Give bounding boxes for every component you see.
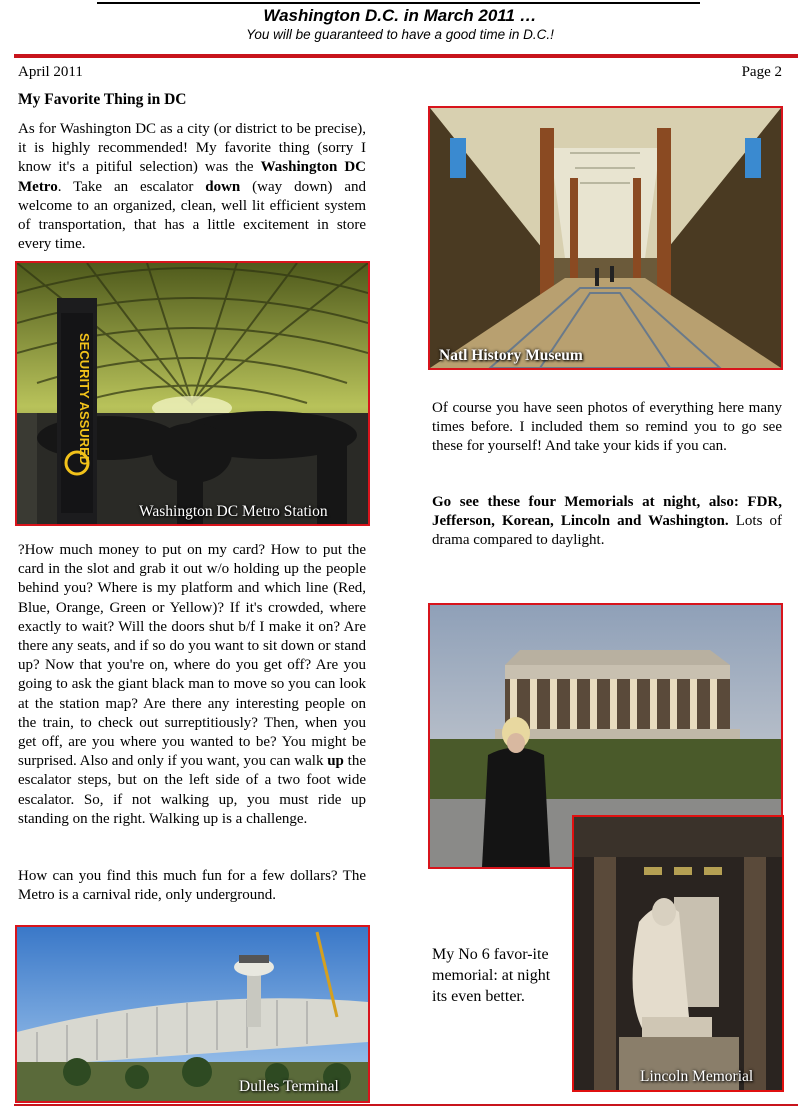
- header-red-rule: [14, 54, 798, 58]
- section-title: My Favorite Thing in DC: [18, 91, 187, 108]
- intro-paragraph: As for Washington DC as a city (or district to be precise), it is highly recommended! My favorite thing (sorry I know it's a pitiful selection) was the Washington DC Metro. Take an escalator down (way down) and welcome to an organized, clean, well lit efficient system of transportation, that has a little excitement in store every time.: [18, 121, 366, 253]
- metro-station-photo: [15, 261, 370, 526]
- museum-caption: Natl History Museum: [439, 347, 583, 364]
- museum-paragraph: Of course you have seen photos of everything here many times before. I included them so remind you to go see these for yourself! And take your kids if you can.: [432, 400, 782, 455]
- newsletter-subtitle: You will be guaranteed to have a good time in D.C.!: [246, 27, 554, 42]
- footer-red-rule: [14, 1104, 798, 1106]
- metro-questions-paragraph: ?How much money to put on my card? How to put the card in the slot and grab it out w/o holding up the people behind you? Where is my platform and which line (Red, Blue, Orange, Green or Yellow)? If it's crowded, where exactly to wait? Will the doors shut b/f I make it on? Are there any seats, and if so do you want to sit down or stand up? Now that you're on, where do you get off? Are you going to ask the giant black man to move so you can look at the station map? Are there any interesting people on the train, to check out surreptitiously? Then, when you get off, are you where you wanted to be? You might be surprised. Also and only if you want, you can walk up the escalator steps, but on the left side of a two foot wide escalator. So, if not walking up, you must ride up standing on the right. Walking up is a challenge.: [18, 542, 366, 827]
- dulles-terminal-photo: [15, 925, 370, 1103]
- favorite-memorial-note: My No 6 favor-ite memorial: at night its even better.: [432, 946, 551, 1005]
- page-number: Page 2: [741, 64, 782, 80]
- metro-closing-paragraph: How can you find this much fun for a few dollars? The Metro is a carnival ride, only underground.: [18, 868, 366, 904]
- lincoln-statue-photo: [572, 815, 784, 1092]
- lincoln-memorial-caption: Lincoln Memorial: [640, 1068, 754, 1085]
- issue-date: April 2011: [18, 64, 83, 80]
- header-top-rule: [97, 2, 700, 4]
- security-sign-text: SECURITY ASSURED: [77, 333, 92, 466]
- metro-station-caption: Washington DC Metro Station: [139, 503, 328, 520]
- memorials-paragraph: Go see these four Memorials at night, also: FDR, Jefferson, Korean, Lincoln and Washington. Lots of drama compared to daylight.: [432, 494, 782, 549]
- newsletter-title: Washington D.C. in March 2011 …: [263, 6, 537, 25]
- dulles-caption: Dulles Terminal: [239, 1078, 339, 1095]
- museum-photo: [428, 106, 783, 370]
